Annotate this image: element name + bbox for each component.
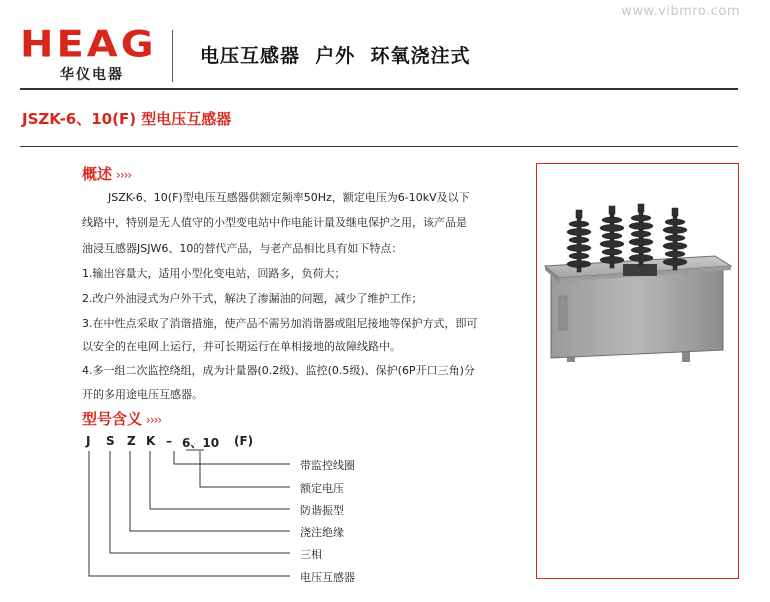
code-letter-s: S	[106, 434, 115, 448]
meaning-label: 带监控线圈	[300, 459, 355, 472]
meaning-label: 额定电压	[300, 482, 344, 495]
code-letter-j: J	[86, 434, 91, 448]
header-title: 电压互感器 户外 环氧浇注式	[200, 45, 471, 67]
meaning-label: 浇注绝缘	[300, 526, 344, 539]
code-dash: –	[166, 434, 172, 448]
code-voltage: 6、10	[182, 436, 220, 450]
code-suffix-f: (F)	[234, 434, 254, 448]
overview-line: 4.多一组二次监控绕组，成为计量器(0.2级)、监控(0.5级)、保护(6P开口三角)分	[82, 364, 475, 377]
brand-logo: HEAG	[20, 23, 157, 66]
overview-line: JSZK-6、10(F)型电压互感器供额定频率50Hz，额定电压为6-10kV及以下	[108, 191, 470, 204]
watermark: www.vibmro.com	[621, 4, 740, 19]
code-letter-k: K	[146, 434, 156, 448]
chevrons-icon: ››››	[116, 168, 132, 182]
chevrons-icon: ››››	[146, 413, 162, 427]
brand-subtitle: 华仪电器	[60, 67, 124, 83]
overview-line: 3.在中性点采取了消谐措施，使产品不需另加消谐器或阻尼接地等保护方式，即可	[82, 317, 478, 330]
overview-line: 油浸互感器JSJW6、10的替代产品，与老产品相比具有如下特点：	[82, 242, 403, 255]
overview-title: 概述	[82, 165, 113, 183]
overview-line: 2.改户外油浸式为户外干式，解决了渗漏油的问题，减少了维护工作；	[82, 292, 423, 305]
product-title: JSZK-6、10(F) 型电压互感器	[22, 110, 232, 128]
model-title: 型号含义	[82, 410, 143, 428]
meaning-label: 防谐振型	[300, 504, 344, 517]
meaning-label: 三相	[300, 548, 322, 561]
overview-line: 线路中，特别是无人值守的小型变电站中作电能计量及继电保护之用，该产品是	[82, 216, 467, 229]
overview-line: 以安全的在电网上运行，并可长期运行在单相接地的故障线路中。	[82, 340, 401, 353]
overview-line: 1.输出容量大，适用小型化变电站，回路多，负荷大；	[82, 267, 346, 280]
overview-line: 开的多用途电压互感器。	[82, 388, 203, 401]
code-letter-z: Z	[127, 434, 136, 448]
meaning-label: 电压互感器	[300, 571, 355, 584]
